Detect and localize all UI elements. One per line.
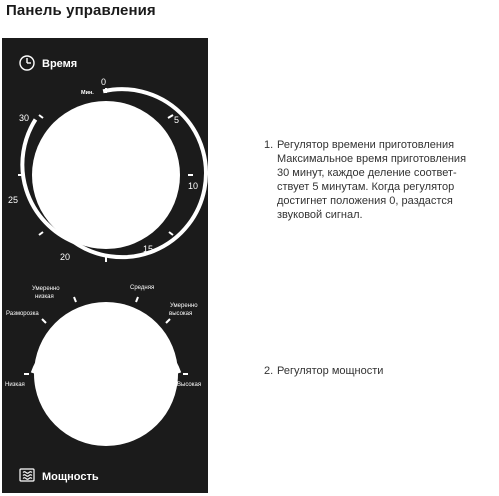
timer-mark-30: 30 <box>19 113 30 123</box>
description-timer-line4: ствует 5 минутам. Когда регулятор <box>277 181 455 193</box>
description-timer-line6: звуковой сигнал. <box>277 209 363 221</box>
power-mark-medium-low-1: Умеренно <box>32 286 60 292</box>
power-mark-medium: Средняя <box>130 285 155 291</box>
description-timer-number: 1. <box>264 139 274 151</box>
timer-mark-15: 15 <box>143 244 154 254</box>
power-mark-medium-high-2: высокая <box>169 311 193 317</box>
microwave-waves-icon <box>20 469 34 481</box>
description-timer-line1: Регулятор времени приготовления <box>277 139 455 151</box>
power-mark-defrost: Разморозка <box>6 311 39 317</box>
power-knob[interactable] <box>33 302 180 446</box>
description-timer-line3: 30 минут, каждое деление соответ- <box>277 167 457 179</box>
timer-mark-25: 25 <box>8 195 19 205</box>
timer-mark-0: 0 <box>101 77 107 87</box>
description-power-line1: Регулятор мощности <box>277 365 384 377</box>
control-panel-graphic <box>2 38 208 493</box>
description-timer-line2: Максимальное время приготовления <box>277 153 467 165</box>
power-mark-low: Низкая <box>5 382 25 388</box>
page-title: Панель управления <box>6 2 156 19</box>
description-power <box>264 364 464 378</box>
power-mark-medium-high-1: Умеренно <box>170 303 198 309</box>
timer-mark-20: 20 <box>60 252 71 262</box>
timer-mark-10: 10 <box>188 181 199 191</box>
power-label: Мощность <box>42 471 99 483</box>
control-panel <box>2 38 208 493</box>
timer-label: Время <box>42 58 78 70</box>
description-power-number: 2. <box>264 365 274 377</box>
power-mark-high: Высокая <box>177 382 202 388</box>
timer-mark-min: Мин. <box>81 90 94 96</box>
power-mark-medium-low-2: низкая <box>35 294 54 300</box>
timer-mark-5: 5 <box>174 115 180 125</box>
clock-icon <box>20 56 34 70</box>
description-timer-line5: достигнет положения 0, раздастся <box>277 195 453 207</box>
description-timer <box>264 138 499 222</box>
